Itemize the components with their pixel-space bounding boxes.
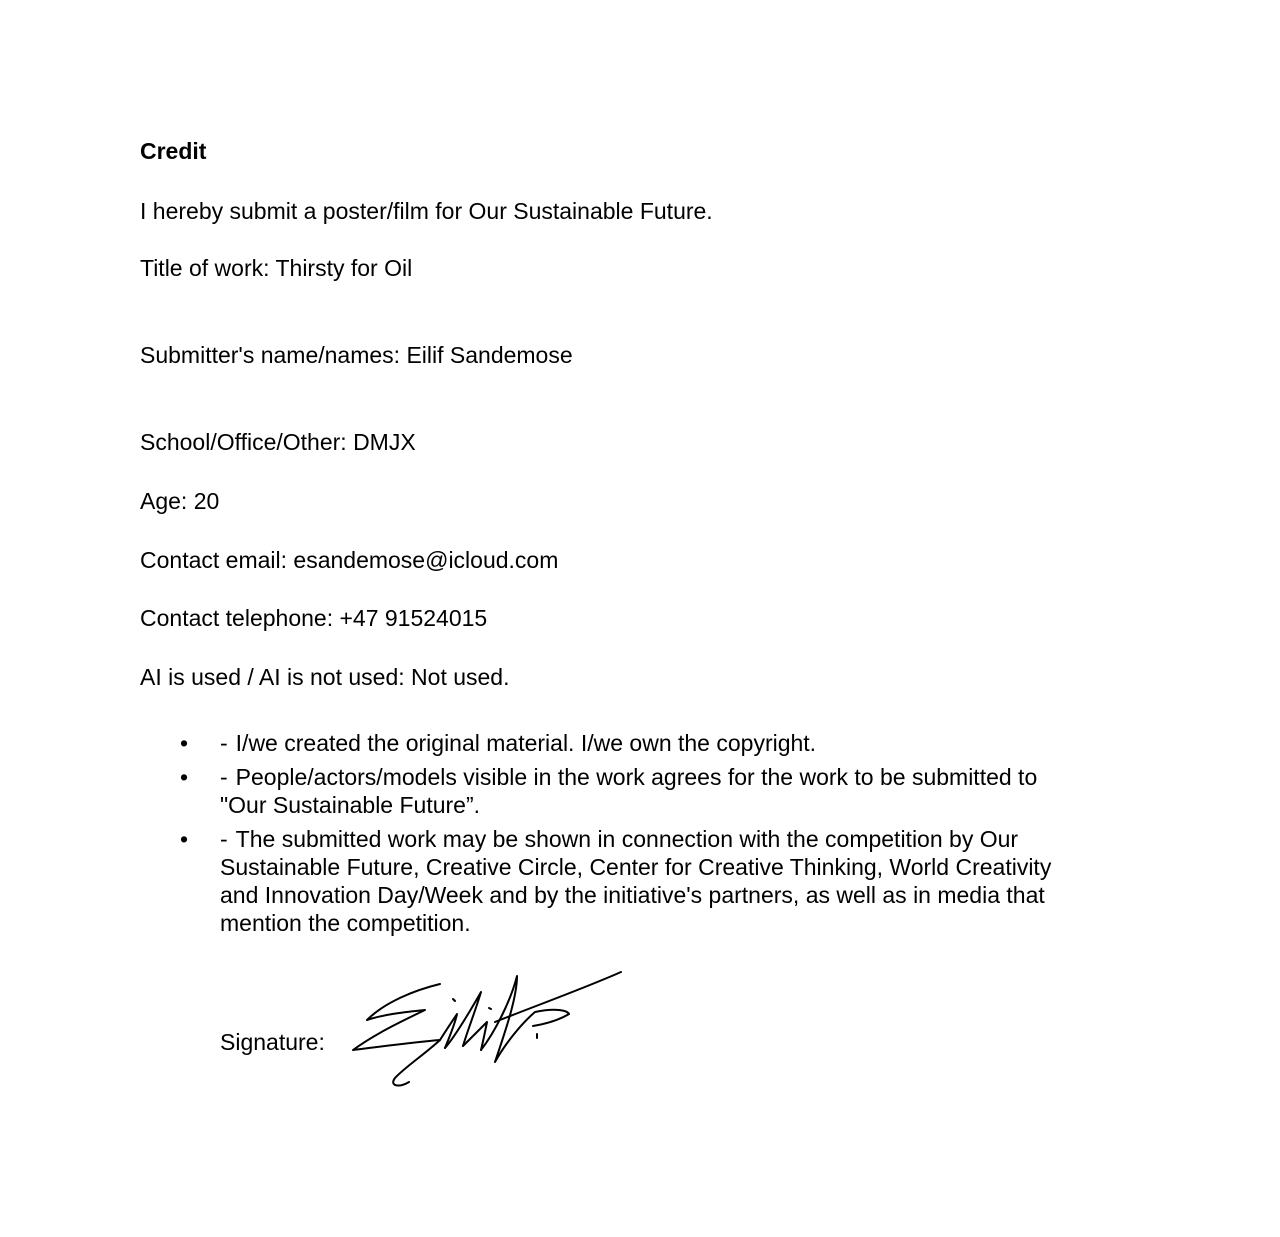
contact-telephone: Contact telephone: +47 91524015 xyxy=(140,605,488,631)
list-item-text: I/we created the original material. I/we own the copyright. xyxy=(235,730,817,756)
submitter-name: Submitter's name/names: Eilif Sandemose xyxy=(140,342,573,368)
document-heading: Credit xyxy=(140,138,207,164)
age: Age: 20 xyxy=(140,488,220,514)
signature-label: Signature: xyxy=(220,1029,325,1055)
declaration-list xyxy=(180,729,1080,943)
dash-marker: - xyxy=(220,730,228,756)
list-item xyxy=(180,729,1080,757)
list-item xyxy=(180,825,1080,937)
ai-usage: AI is used / AI is not used: Not used. xyxy=(140,664,510,690)
intro-text: I hereby submit a poster/film for Our Sustainable Future. xyxy=(140,198,713,224)
list-item-text: People/actors/models visible in the work agrees for the work to be submitted to "Our Sustainable Future”. xyxy=(220,764,1038,818)
dash-marker: - xyxy=(220,826,228,852)
handwritten-signature-icon xyxy=(345,962,630,1092)
school-office-other: School/Office/Other: DMJX xyxy=(140,429,416,455)
list-item xyxy=(180,763,1080,819)
bullet-marker: • xyxy=(180,826,189,852)
title-of-work: Title of work: Thirsty for Oil xyxy=(140,255,413,281)
dash-marker: - xyxy=(220,764,228,790)
bullet-marker: • xyxy=(180,764,189,790)
bullet-marker: • xyxy=(180,730,189,756)
contact-email: Contact email: esandemose@icloud.com xyxy=(140,547,559,573)
list-item-text: The submitted work may be shown in connection with the competition by Our Sustainable Future, Creative Circle, Center for Creative Thinking, World Creativity and Innovation Day/Week and by the initiative's partners, as well as in media that mention the competition. xyxy=(220,826,1052,936)
